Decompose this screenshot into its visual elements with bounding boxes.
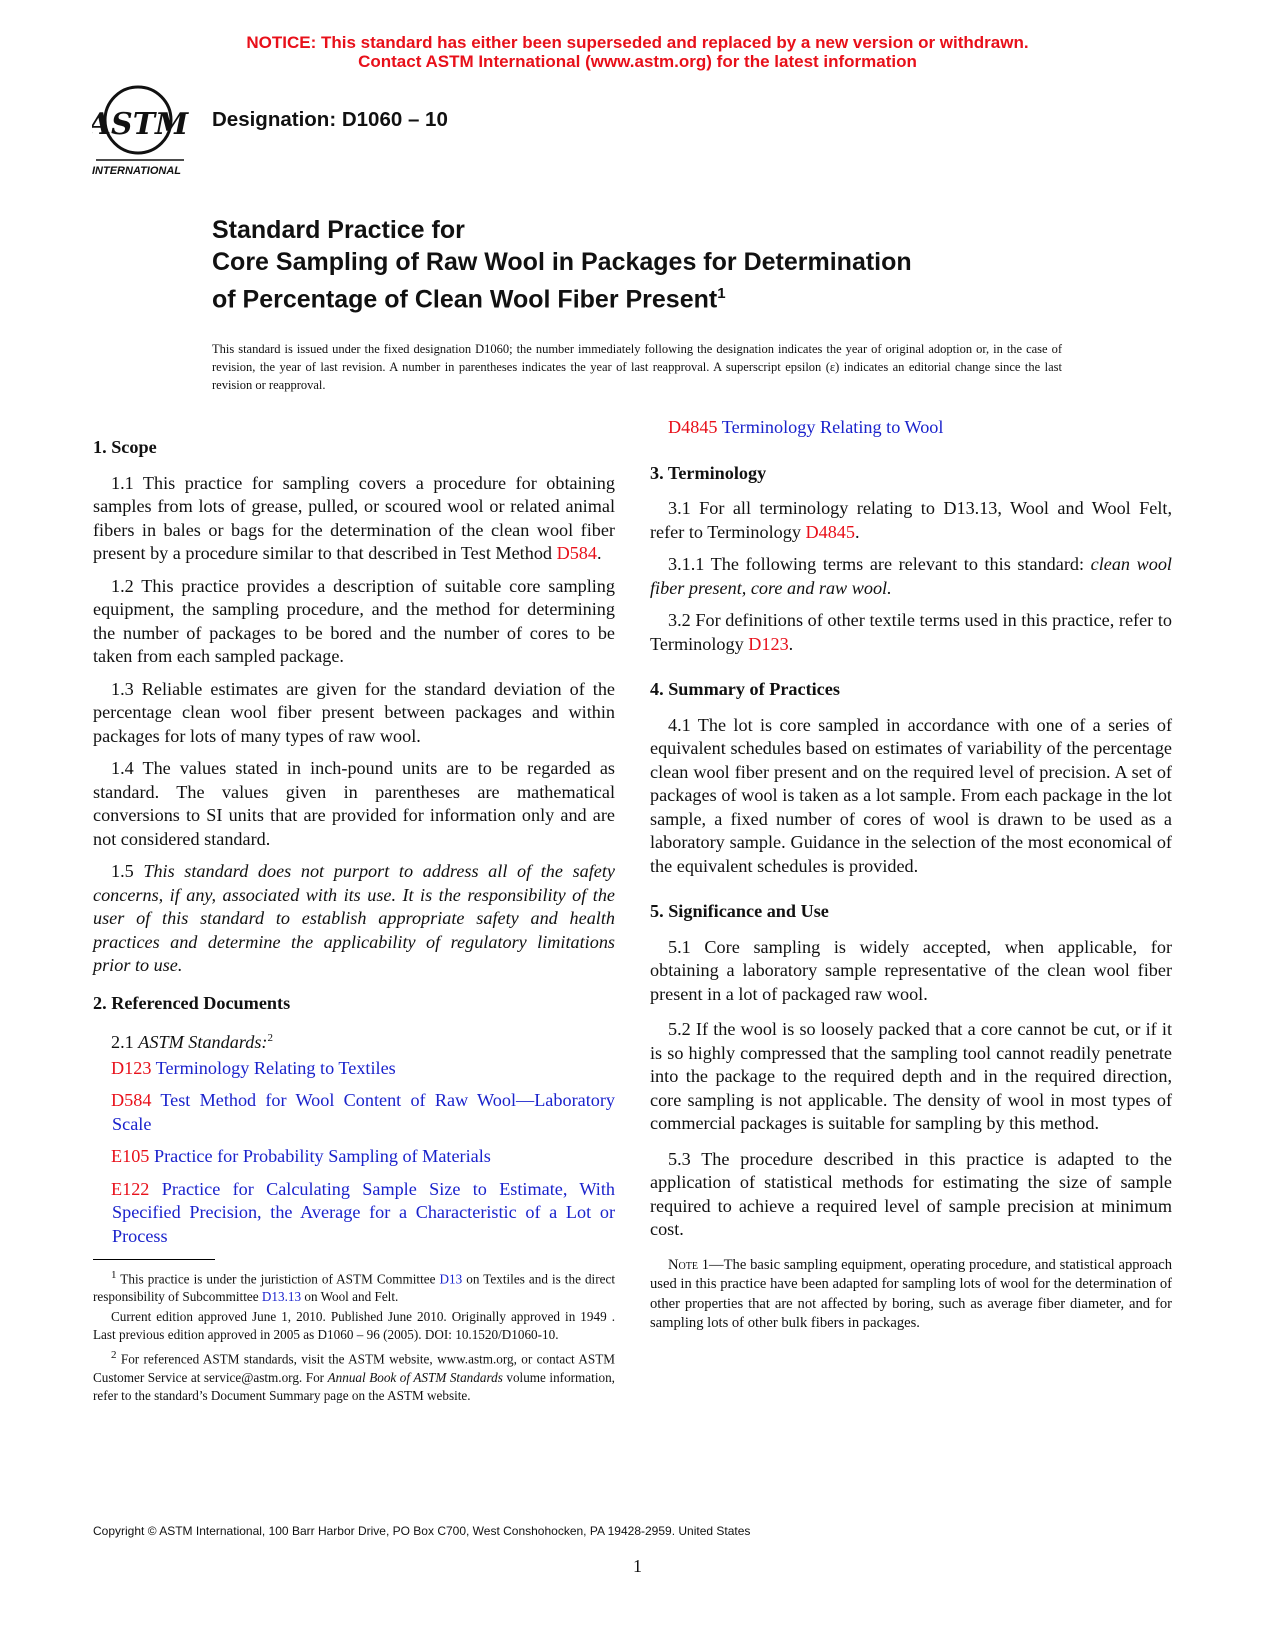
ref-text[interactable]: Terminology Relating to Textiles	[151, 1057, 396, 1078]
title-line-1: Standard Practice for	[212, 216, 465, 244]
para-3-2	[650, 609, 1172, 656]
para-3-1-end: .	[854, 521, 860, 542]
copyright: Copyright © ASTM International, 100 Barr Harbor Drive, PO Box C700, West Conshohocken, PA 19428-2959. United States	[93, 1524, 751, 1538]
ref-item[interactable]	[93, 1178, 615, 1249]
page-number: 1	[633, 1556, 642, 1576]
left-column	[93, 436, 615, 1257]
para-5-1: 5.1 Core sampling is widely accepted, when applicable, for obtaining a laboratory sample representative of the clean wool fiber present in a lot of packaged raw wool.	[650, 936, 1172, 1004]
designation: Designation: D1060 – 10	[212, 108, 448, 131]
para-3-1-1-italic: clean wool fiber present, core and raw wool.	[650, 554, 1172, 598]
ref-text[interactable]: Practice for Calculating Sample Size to Estimate, With Specified Precision, the Average for a Characteristic of a Lot or Process	[112, 1178, 615, 1246]
para-2-1	[93, 1027, 615, 1055]
note-1	[650, 1256, 1172, 1334]
para-1-5-text: This standard does not purport to address all of the safety concerns, if any, associated with its use. It is the responsibility of the user of this standard to establish appropriate safety and health practices and determine the applicability of regulatory limitations prior to use.	[93, 861, 615, 975]
footnote-rule	[93, 1259, 215, 1260]
para-1-5	[93, 860, 615, 978]
document-title	[212, 214, 1162, 315]
notice-line-2: Contact ASTM International (www.astm.org) for the latest information	[358, 52, 917, 71]
ref-item[interactable]	[650, 416, 1172, 440]
ref-code[interactable]: D123	[111, 1057, 152, 1078]
ref-text[interactable]: Test Method for Wool Content of Raw Wool—Laboratory Scale	[112, 1090, 615, 1134]
notice-line-1: NOTICE: This standard has either been superseded and replaced by a new version or withdrawn.	[246, 33, 1029, 52]
para-3-1-1-text: 3.1.1 The following terms are relevant to this standard:	[668, 554, 1091, 574]
para-4-1: 4.1 The lot is core sampled in accordance with one of a series of equivalent schedules based on estimates of variability of the percentage clean wool fiber present and on the required level of precision. A set of packages of wool is taken as a lot sample. From each package in the lot sample, a fixed number of cores of wool is drawn to be used as a laboratory sample. Guidance in the selection of the most economical of the equivalent schedules is provided.	[650, 714, 1172, 876]
footnote-1-text-c: on Wool and Felt.	[301, 1289, 399, 1305]
link-d584[interactable]: D584	[556, 543, 597, 563]
astm-logo	[92, 82, 202, 182]
para-2-1-num: 2.1	[111, 1032, 139, 1053]
ref-item[interactable]	[93, 1057, 615, 1081]
link-d13-13[interactable]: D13.13	[261, 1289, 302, 1305]
para-1-1	[93, 472, 615, 566]
para-3-1-1	[650, 553, 1172, 600]
footnotes	[93, 1266, 615, 1407]
footnote-1-text-a: This practice is under the juristiction of ASTM Committee	[116, 1271, 440, 1287]
ref-text[interactable]: Terminology Relating to Wool	[717, 417, 944, 437]
title-footnote-mark: 1	[717, 285, 726, 302]
para-3-1	[650, 497, 1172, 544]
ref-code[interactable]: D4845	[668, 417, 718, 437]
footnote-1-edition: Current edition approved June 1, 2010. Published June 2010. Originally approved in 1949 . Last previous edition approved in 2005 as D1060 – 96 (2005). DOI: 10.1520/D1060-10.	[93, 1309, 615, 1343]
footnote-2-text-b: volume information, refer to the standard’s Document Summary page on the ASTM website.	[93, 1369, 615, 1403]
footnote-2-mark: 2	[111, 1349, 117, 1362]
heading-significance: 5. Significance and Use	[650, 901, 829, 921]
heading-summary: 4. Summary of Practices	[650, 679, 840, 699]
issue-statement: This standard is issued under the fixed designation D1060; the number immediately following the designation indicates the year of original adoption or, in the case of revision, the year of last revision. A number in parentheses indicates the year of last reapproval. A superscript epsilon (ε) indicates an editorial change since the last revision or reapproval.	[212, 342, 1062, 392]
heading-scope: 1. Scope	[93, 437, 157, 457]
para-1-1-text: 1.1 This practice for sampling covers a procedure for obtaining samples from lots of grease, pulled, or scoured wool or related animal fibers in bales or bags for the determination of the clean wool fiber present by a procedure similar to that described in Test Method	[93, 472, 615, 563]
para-2-1-mark: 2	[267, 1032, 273, 1044]
para-1-3: 1.3 Reliable estimates are given for the standard deviation of the percentage clean wool fiber present between packages and within packages for lots of many types of raw wool.	[93, 678, 615, 746]
link-d4845[interactable]: D4845	[805, 521, 855, 542]
footnote-2	[93, 1346, 615, 1404]
para-3-2-end: .	[788, 633, 794, 654]
note-1-label: Note 1	[668, 1256, 710, 1273]
para-3-2-text: 3.2 For definitions of other textile terms used in this practice, refer to Terminology	[650, 610, 1172, 654]
title-line-3-text: of Percentage of Clean Wool Fiber Present	[212, 285, 718, 314]
ref-item[interactable]	[93, 1145, 615, 1169]
para-5-3: 5.3 The procedure described in this practice is adapted to the application of statistical methods for estimating the size of sample required to achieve a required level of sample precision at minimum cost.	[650, 1148, 1172, 1239]
ref-code[interactable]: E105	[111, 1146, 150, 1167]
ref-code[interactable]: E122	[111, 1178, 150, 1199]
para-2-1-text: ASTM Standards:	[138, 1032, 268, 1053]
note-1-text: —The basic sampling equipment, operating procedure, and statistical approach used in this practice have been adapted for sampling lots of wool for the determination of other properties that are not affected by boring, such as average fiber diameter, and for sampling lots of other bulk fibers in packages.	[650, 1256, 1172, 1331]
title-line-3	[212, 278, 1162, 315]
footnote-1-mark: 1	[111, 1269, 117, 1281]
right-column	[650, 416, 1172, 1343]
para-1-5-num: 1.5	[111, 861, 144, 881]
para-1-2: 1.2 This practice provides a description of suitable core sampling equipment, the sampling procedure, and the method for determining the number of packages to be bored and the number of cores to be taken from each sampled package.	[93, 575, 615, 666]
footnote-1-text-b: on Textiles and is the direct responsibility of Subcommittee	[93, 1271, 615, 1305]
logo-caption: INTERNATIONAL	[92, 165, 182, 177]
para-1-4: 1.4 The values stated in inch-pound units are to be regarded as standard. The values given in parentheses are mathematical conversions to SI units that are provided for information only and are not considered standard.	[93, 758, 615, 849]
para-3-1-text: 3.1 For all terminology relating to D13.13, Wool and Wool Felt, refer to Terminology	[650, 498, 1172, 542]
link-d13[interactable]: D13	[439, 1271, 463, 1287]
link-d123[interactable]: D123	[748, 633, 789, 654]
heading-referenced: 2. Referenced Documents	[93, 992, 291, 1013]
para-5-2: 5.2 If the wool is so loosely packed that a core cannot be cut, or if it is so highly compressed that the sampling tool cannot readily penetrate into the package to the required depth and in the required direction, core sampling is not applicable. The density of wool in most types of commercial packages is suitable for sampling by this method.	[650, 1019, 1172, 1133]
ref-item[interactable]	[93, 1089, 615, 1136]
footnote-2-italic: Annual Book of ASTM Standards	[327, 1369, 503, 1385]
footnote-2-text-a: For referenced ASTM standards, visit the ASTM website, www.astm.org, or contact ASTM Customer Service at service@astm.org. For	[93, 1351, 615, 1385]
ref-code[interactable]: D584	[111, 1090, 152, 1111]
ref-text[interactable]: Practice for Probability Sampling of Materials	[149, 1146, 491, 1167]
title-line-2: Core Sampling of Raw Wool in Packages for Determination	[212, 248, 912, 276]
logo-letters: ASTM	[92, 107, 189, 142]
footnote-1	[93, 1266, 615, 1306]
heading-terminology: 3. Terminology	[650, 462, 767, 483]
para-1-1-end: .	[596, 543, 602, 563]
